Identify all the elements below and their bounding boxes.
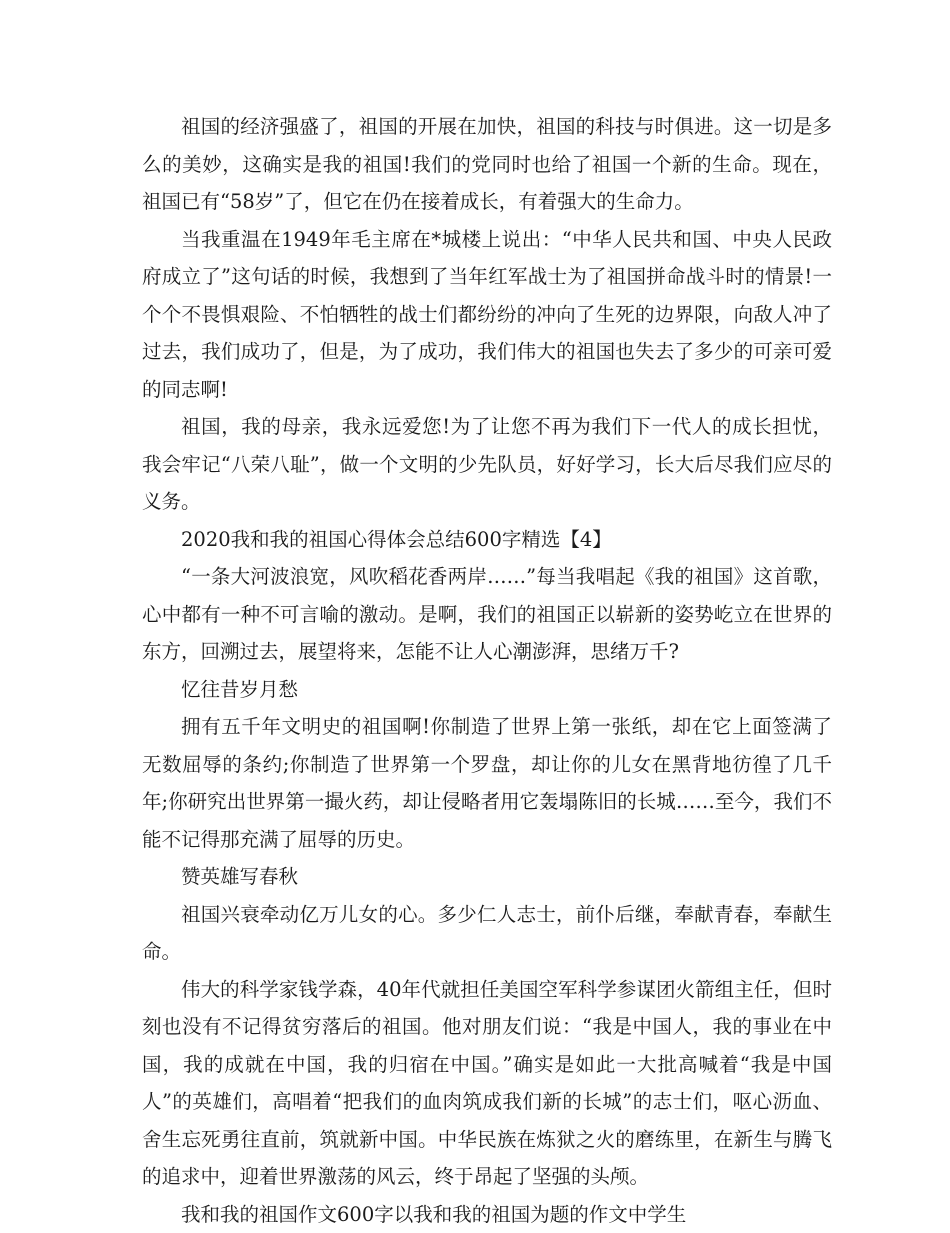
subheading-past: 忆往昔岁月愁 bbox=[142, 671, 832, 709]
section-heading-4: 2020我和我的祖国心得体会总结600字精选【4】 bbox=[142, 521, 832, 559]
subheading-heroes: 赞英雄写春秋 bbox=[142, 858, 832, 896]
paragraph-history: 拥有五千年文明史的祖国啊!你制造了世界上第一张纸，却在它上面签满了无数屈辱的条约;你制造了世界第一个罗盘，却让你的儿女在黑背地彷徨了几千年;你研究出世界第一撮火药，却让侵略者用它轰塌陈旧的长城……至今，我们不能不记得那充满了屈辱的历史。 bbox=[142, 708, 832, 858]
document-body bbox=[142, 108, 832, 1233]
paragraph-economy: 祖国的经济强盛了，祖国的开展在加快，祖国的科技与时俱进。这一切是多么的美妙，这确实是我的祖国!我们的党同时也给了祖国一个新的生命。现在，祖国已有“58岁”了，但它在仍在接着成长，有着强大的生命力。 bbox=[142, 108, 832, 221]
paragraph-song: “一条大河波浪宽，风吹稻花香两岸……”每当我唱起《我的祖国》这首歌，心中都有一种不可言喻的激动。是啊，我们的祖国正以崭新的姿势屹立在世界的东方，回溯过去，展望将来，怎能不让人心潮澎湃，思绪万千? bbox=[142, 558, 832, 671]
paragraph-1949: 当我重温在1949年毛主席在*城楼上说出：“中华人民共和国、中央人民政府成立了”这句话的时候，我想到了当年红军战士为了祖国拼命战斗时的情景!一个个不畏惧艰险、不怕牺牲的战士们都纷纷的冲向了生死的边界限，向敌人冲了过去，我们成功了，但是，为了成功，我们伟大的祖国也失去了多少的可亲可爱的同志啊! bbox=[142, 221, 832, 409]
paragraph-mother: 祖国，我的母亲，我永远爱您!为了让您不再为我们下一代人的成长担忧，我会牢记“八荣八耻”，做一个文明的少先队员，好好学习，长大后尽我们应尽的义务。 bbox=[142, 408, 832, 521]
paragraph-patriots: 祖国兴衰牵动亿万儿女的心。多少仁人志士，前仆后继，奉献青春，奉献生命。 bbox=[142, 896, 832, 971]
paragraph-qian-xuesen: 伟大的科学家钱学森，40年代就担任美国空军科学参谋团火箭组主任，但时刻也没有不记得贫穷落后的祖国。他对朋友们说：“我是中国人，我的事业在中国，我的成就在中国，我的归宿在中国。”确实是如此一大批高喊着“我是中国人”的英雄们，高唱着“把我们的血肉筑成我们新的长城”的志士们，呕心沥血、舍生忘死勇往直前，筑就新中国。中华民族在炼狱之火的磨练里，在新生与腾飞的追求中，迎着世界激荡的风云，终于昂起了坚强的头颅。 bbox=[142, 971, 832, 1196]
essay-title: 我和我的祖国作文600字以我和我的祖国为题的作文中学生 bbox=[142, 1196, 832, 1233]
